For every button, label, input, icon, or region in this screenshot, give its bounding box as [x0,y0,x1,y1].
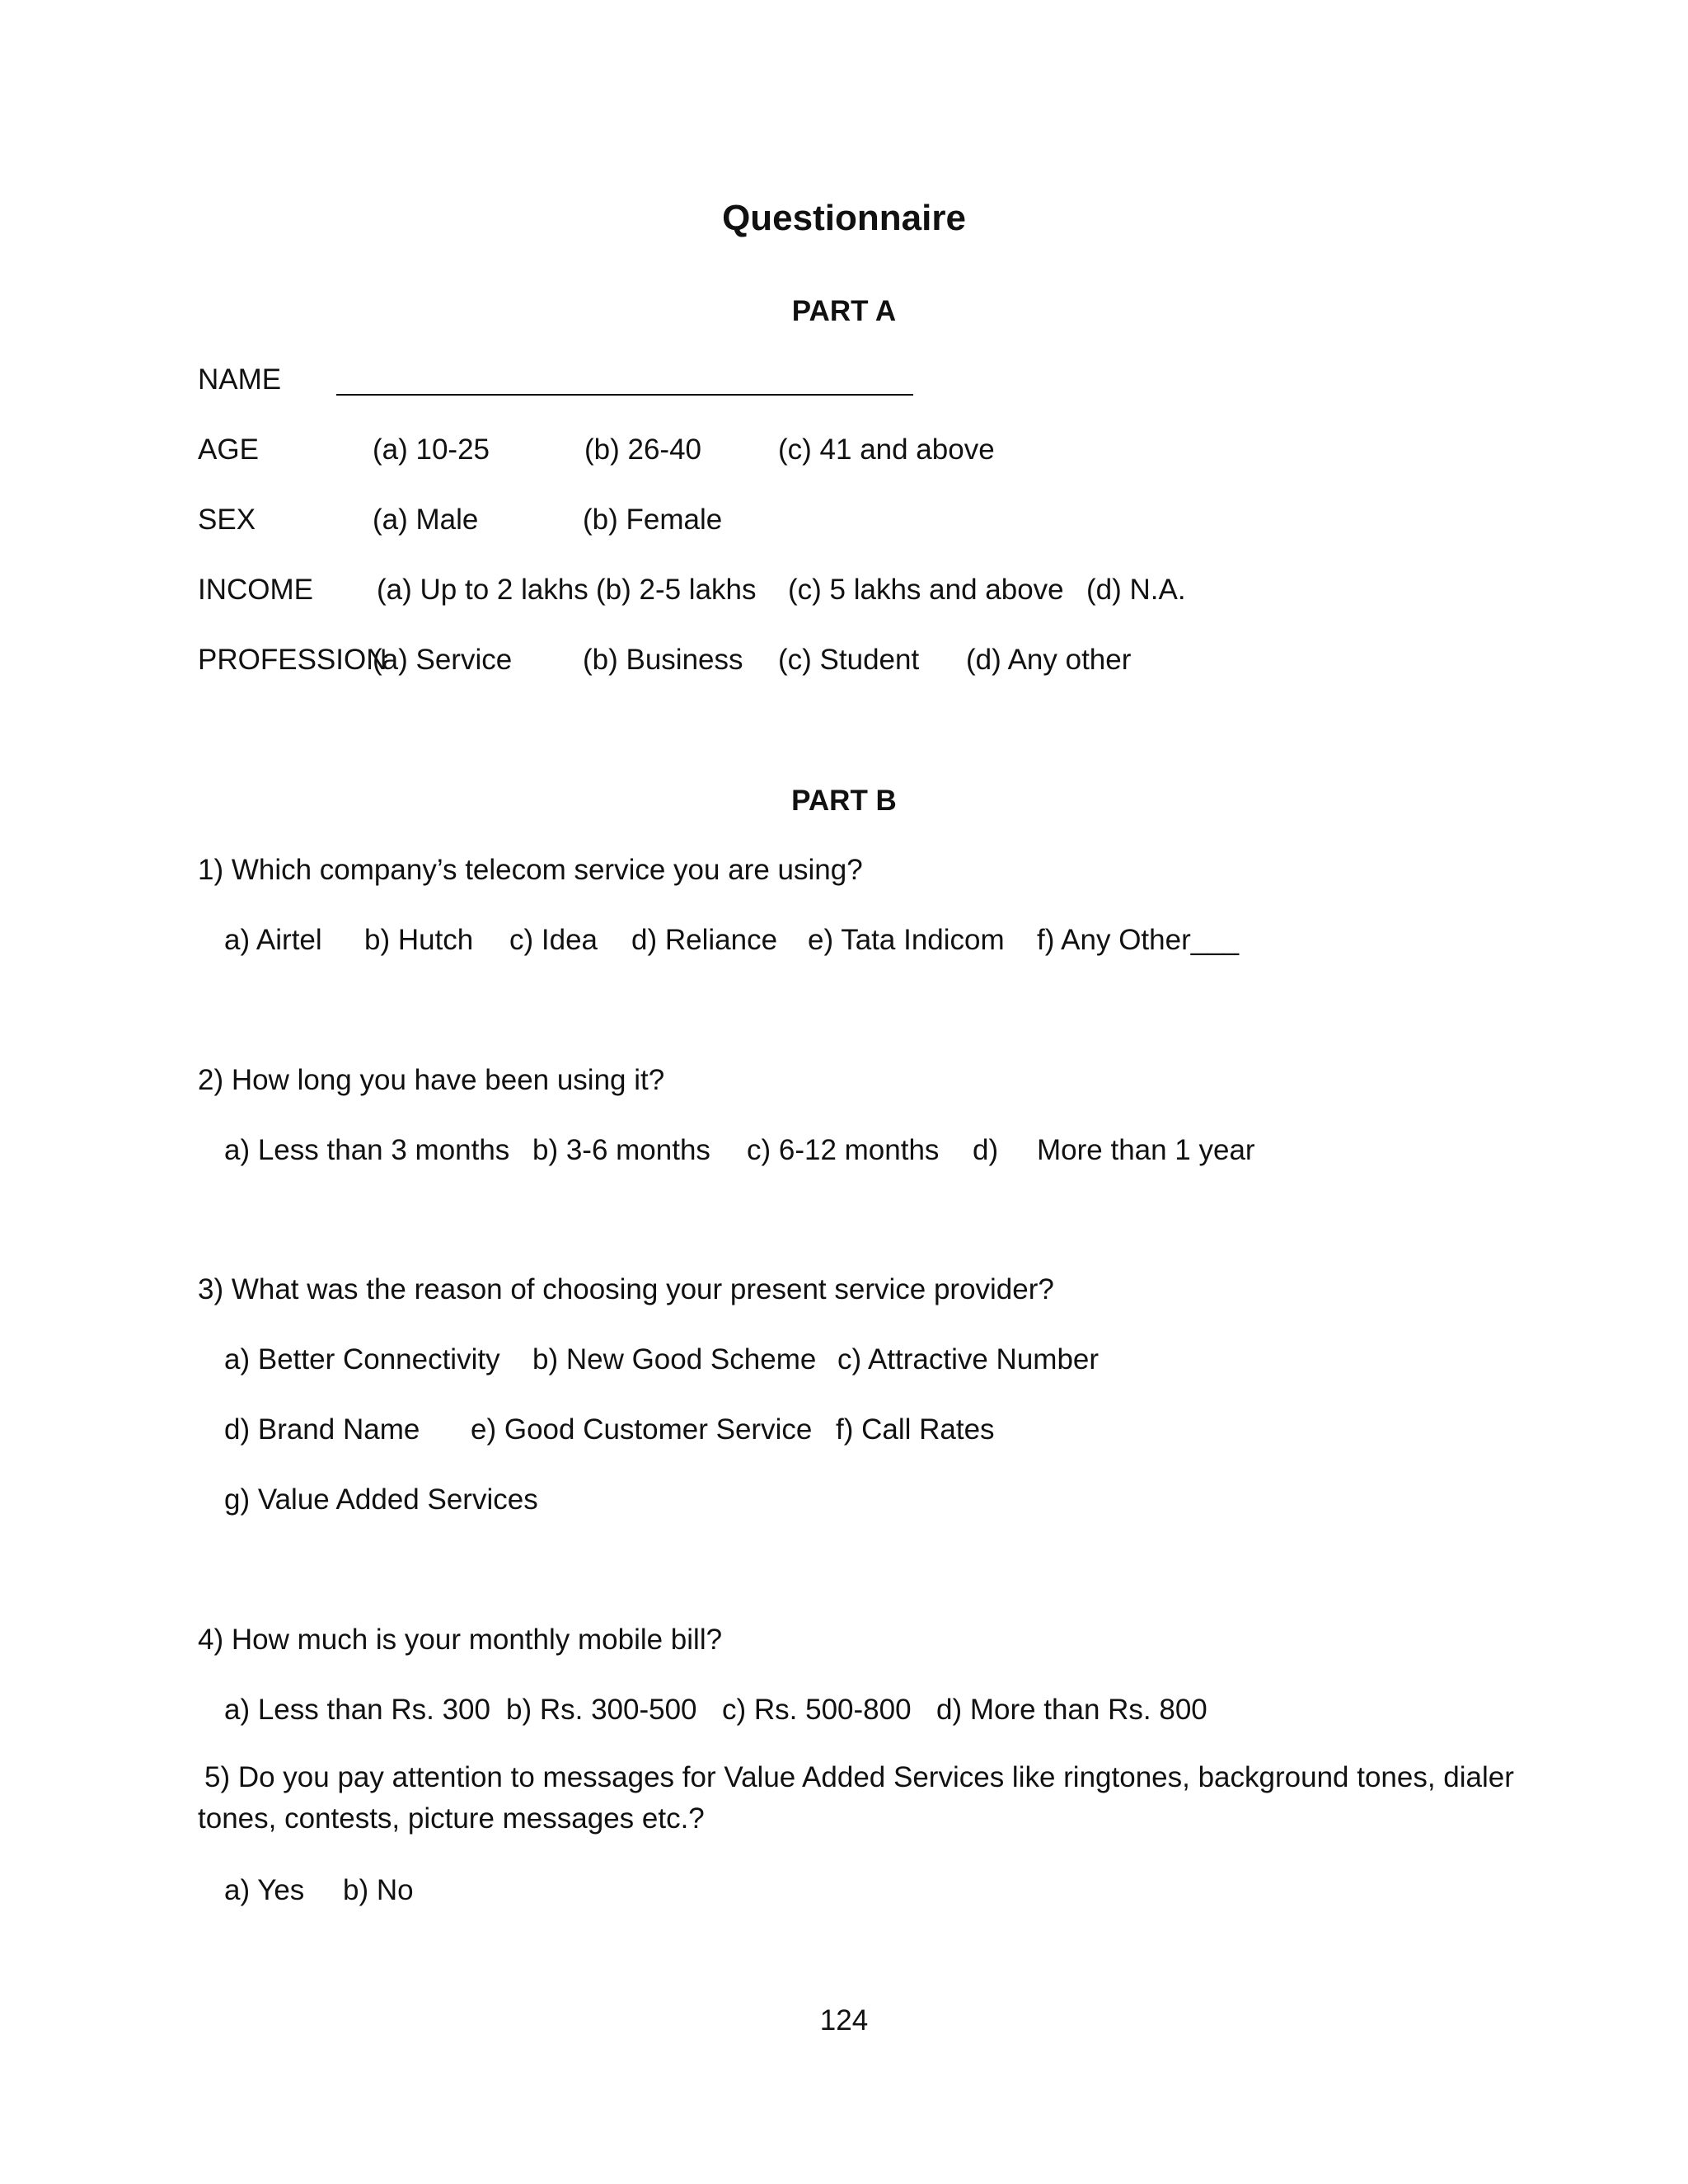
income-option[interactable]: (b) 2-5 lakhs [596,574,757,606]
age-label: AGE [198,434,259,466]
question-text: 3) What was the reason of choosing your present service provider? [198,1273,1054,1305]
sex-option[interactable]: (a) Male [373,504,479,536]
answer-option[interactable]: c) Attractive Number [837,1343,1100,1376]
answer-option[interactable]: e) Tata Indicom [808,924,1005,956]
answer-option[interactable]: d) Brand Name [224,1413,420,1446]
answer-option[interactable]: a) Yes [224,1874,305,1906]
question-text: 4) How much is your monthly mobile bill? [198,1624,723,1656]
answer-option[interactable]: c) 6-12 months [747,1134,940,1166]
income-label: INCOME [198,574,313,606]
age-option[interactable]: (b) 26-40 [584,434,702,466]
profession-option[interactable]: (b) Business [583,644,743,676]
answer-option[interactable]: d) More than Rs. 800 [936,1694,1207,1726]
answer-option[interactable]: a) Better Connectivity [224,1343,500,1376]
answer-option[interactable]: c) Idea [509,924,598,956]
profession-option[interactable]: (c) Student [778,644,920,676]
answer-option[interactable]: c) Rs. 500-800 [722,1694,912,1726]
part-a-heading: PART A [791,295,897,327]
answer-option[interactable]: a) Less than Rs. 300 [224,1694,490,1726]
sex-label: SEX [198,504,256,536]
answer-option[interactable]: b) Rs. 300-500 [506,1694,697,1726]
sex-option[interactable]: (b) Female [583,504,723,536]
answer-option[interactable]: g) Value Added Services [224,1483,538,1516]
answer-option[interactable]: f) Any Other___ [1037,924,1240,956]
age-option[interactable]: (a) 10-25 [373,434,490,466]
answer-option[interactable]: b) 3-6 months [532,1134,710,1166]
answer-option[interactable]: b) New Good Scheme [532,1343,817,1376]
answer-option[interactable]: a) Less than 3 months [224,1134,510,1166]
age-option[interactable]: (c) 41 and above [778,434,995,466]
answer-option[interactable]: b) Hutch [364,924,474,956]
answer-option[interactable]: a) Airtel [224,924,322,956]
question-text: 5) Do you pay attention to messages for Value Added Services like ringtones, background tones, dialer tones, contests, picture messages etc.? [198,1761,1514,1835]
question-text: 2) How long you have been using it? [198,1064,665,1096]
profession-label: PROFESSION [198,644,387,676]
profession-option[interactable]: (d) Any other [966,644,1132,676]
answer-option[interactable]: More than 1 year [1037,1134,1255,1166]
income-option[interactable]: (c) 5 lakhs and above [788,574,1064,606]
page-number: 124 [819,2004,869,2036]
answer-option[interactable]: d) [973,1134,999,1166]
name-blank-line[interactable] [336,373,913,396]
question-text: 1) Which company’s telecom service you are using? [198,854,863,886]
part-b-heading: PART B [791,785,897,817]
profession-option[interactable]: (a) Service [373,644,513,676]
income-option[interactable]: (d) N.A. [1086,574,1186,606]
answer-option[interactable]: d) Reliance [631,924,778,956]
answer-option[interactable]: b) No [343,1874,414,1906]
page-title: Questionnaire [722,198,966,238]
answer-option[interactable]: e) Good Customer Service [471,1413,813,1446]
income-option[interactable]: (a) Up to 2 lakhs [377,574,588,606]
name-label: NAME [198,363,282,396]
answer-option[interactable]: f) Call Rates [836,1413,995,1446]
